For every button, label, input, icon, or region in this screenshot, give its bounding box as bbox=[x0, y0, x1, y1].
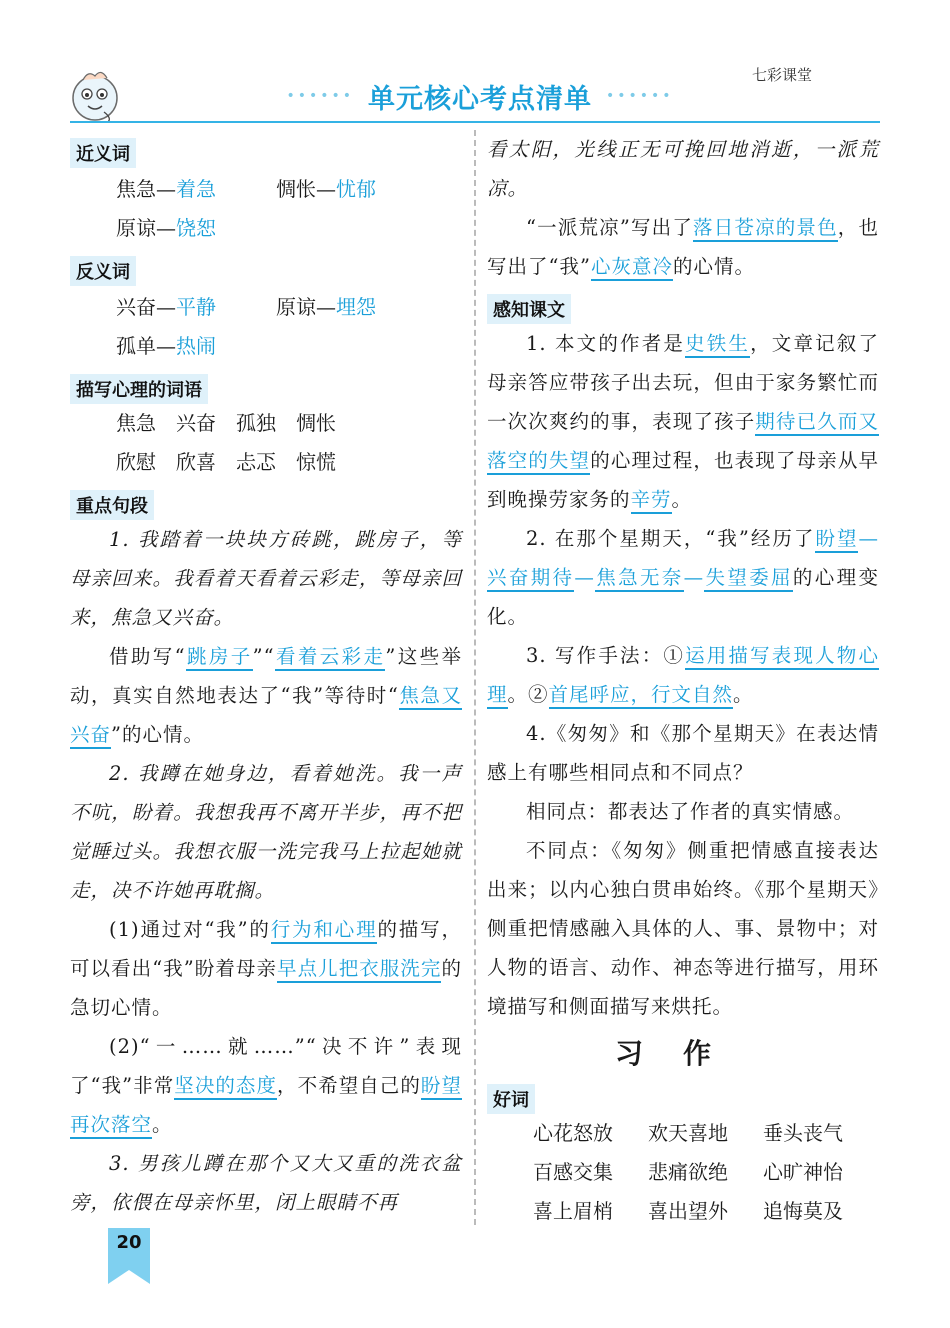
text: 的心理变化。 bbox=[487, 566, 879, 628]
perceive-text-tag: 感知课文 bbox=[487, 294, 571, 324]
right-column bbox=[487, 130, 879, 1231]
pair-answer: 平静 bbox=[176, 295, 216, 319]
title-dots-left: •••••• bbox=[286, 88, 354, 104]
good-word: 百感交集 bbox=[533, 1160, 613, 1184]
text: ，不希望自己的 bbox=[277, 1074, 421, 1097]
page-title: 单元核心考点清单 bbox=[368, 83, 592, 115]
key-analysis-2-2 bbox=[70, 1027, 462, 1144]
header-title-row bbox=[280, 76, 680, 116]
pair-dash: — bbox=[316, 295, 336, 319]
writing-section-title: 习作 bbox=[614, 1037, 751, 1070]
text: 的描写，可以看出“我”盼着母亲 bbox=[70, 918, 462, 980]
antonym-pair bbox=[116, 327, 276, 366]
answer-blank: 盼望再次落空 bbox=[70, 1074, 462, 1139]
answer-blank: 盼望 bbox=[815, 527, 858, 553]
brand-label: 七彩课堂 bbox=[751, 66, 812, 84]
text: 的急切心情。 bbox=[70, 957, 462, 1019]
text: 借助写“ bbox=[109, 645, 186, 668]
antonym-pair bbox=[276, 288, 436, 327]
pair-answer: 热闹 bbox=[176, 334, 216, 358]
answer-blank: 落日苍凉的景色 bbox=[693, 216, 838, 242]
pair-answer: 着急 bbox=[176, 177, 216, 201]
pair-word: 焦急 bbox=[116, 177, 156, 201]
title-dots-right: •••••• bbox=[606, 88, 674, 104]
psych-word: 欣慰 bbox=[116, 450, 156, 474]
left-column bbox=[70, 130, 462, 1222]
good-word: 心旷神怡 bbox=[763, 1160, 843, 1184]
text: ”“ bbox=[252, 645, 275, 668]
perceive-q2 bbox=[487, 519, 879, 636]
pair-word: 孤单 bbox=[116, 334, 156, 358]
synonym-pair bbox=[116, 209, 276, 248]
perceive-q4: 4.《匆匆》和《那个星期天》在表达情感上有哪些相同点和不同点？ bbox=[487, 722, 879, 784]
psych-word: 惊慌 bbox=[296, 450, 336, 474]
pair-answer: 饶恕 bbox=[176, 216, 216, 240]
text: 。 bbox=[671, 488, 693, 511]
pair-word: 原谅 bbox=[116, 216, 156, 240]
psych-word: 焦急 bbox=[116, 411, 156, 435]
key-passage-3: 3. 男孩儿蹲在那个又大又重的洗衣盆旁，依偎在母亲怀里，闭上眼睛不再 bbox=[70, 1152, 462, 1214]
pair-dash: — bbox=[316, 177, 336, 201]
synonym-pair bbox=[116, 170, 276, 209]
good-word: 喜上眉梢 bbox=[533, 1199, 613, 1223]
psych-word: 孤独 bbox=[236, 411, 276, 435]
text: (1)通过对“我”的 bbox=[109, 918, 271, 941]
key-passage-1: 1. 我踏着一块块方砖跳，跳房子，等母亲回来。我看着天看着云彩走，等母亲回来，焦急又兴奋。 bbox=[70, 528, 462, 629]
key-passages-tag: 重点句段 bbox=[70, 490, 154, 520]
synonym-pairs bbox=[70, 170, 462, 248]
answer-blank: 看着云彩走 bbox=[275, 645, 386, 671]
psych-word: 兴奋 bbox=[176, 411, 216, 435]
pair-dash: — bbox=[156, 334, 176, 358]
pair-dash: — bbox=[156, 216, 176, 240]
text: 。② bbox=[507, 683, 549, 706]
good-word: 悲痛欲绝 bbox=[648, 1160, 728, 1184]
key-analysis-1 bbox=[70, 637, 462, 754]
antonyms-tag: 反义词 bbox=[70, 256, 136, 286]
good-word: 欢天喜地 bbox=[648, 1121, 728, 1145]
text: 2. 在那个星期天，“我”经历了 bbox=[526, 527, 816, 550]
text: — bbox=[683, 566, 705, 589]
answer-blank: 期待已久而又落空的失望 bbox=[487, 410, 879, 475]
key-analysis-3 bbox=[487, 208, 879, 286]
answer-blank: 史铁生 bbox=[685, 332, 750, 358]
perceive-q1 bbox=[487, 324, 879, 519]
text: 3. 写作手法：① bbox=[526, 644, 686, 667]
text: 的心情。 bbox=[672, 255, 755, 278]
key-analysis-2-1 bbox=[70, 910, 462, 1027]
text: (2)“一……就……”“决不许”表现了“我”非常 bbox=[70, 1035, 462, 1097]
text: ”的心情。 bbox=[111, 723, 204, 746]
text: “一派荒凉”写出了 bbox=[526, 216, 694, 239]
pair-dash: — bbox=[156, 177, 176, 201]
psych-word: 惆怅 bbox=[296, 411, 336, 435]
good-word-list bbox=[487, 1114, 879, 1231]
good-word: 垂头丧气 bbox=[763, 1121, 843, 1145]
cartoon-mascot-icon bbox=[68, 68, 122, 124]
key-passage-2: 2. 我蹲在她身边，看着她洗。我一声不吭，盼着。我想我再不离开半步，再不把觉睡过头。我想衣服一洗完我马上拉起她就走，决不许她再耽搁。 bbox=[70, 762, 462, 902]
answer-blank: 失望委屈 bbox=[704, 566, 793, 592]
psych-word: 忐忑 bbox=[236, 450, 276, 474]
perceive-same: 相同点：都表达了作者的真实情感。 bbox=[526, 800, 855, 823]
perceive-diff: 不同点：《匆匆》侧重把情感直接表达出来；以内心独白贯串始终。《那个星期天》侧重把情感融入具体的人、事、景物中；对人物的语言、动作、神态等进行描写，用环境描写和侧面描写来烘托。 bbox=[487, 839, 879, 1018]
pair-answer: 埋怨 bbox=[336, 295, 376, 319]
answer-blank: 首尾呼应，行文自然 bbox=[549, 683, 734, 709]
answer-blank: 兴奋期待 bbox=[487, 566, 574, 592]
text: 1. 本文的作者是 bbox=[526, 332, 686, 355]
page-number: 20 bbox=[116, 1232, 142, 1253]
text: ，文章记叙了母亲答应带孩子出去玩，但由于家务繁忙而一次次爽约的事，表现了孩子 bbox=[487, 332, 879, 433]
psych-word-list bbox=[70, 404, 462, 482]
antonym-pair bbox=[116, 288, 276, 327]
text: — bbox=[858, 527, 879, 550]
psych-words-tag: 描写心理的词语 bbox=[70, 374, 208, 404]
answer-blank: 坚决的态度 bbox=[174, 1074, 277, 1100]
answer-blank: 跳房子 bbox=[186, 645, 253, 671]
column-divider bbox=[474, 130, 476, 1225]
answer-blank: 行为和心理 bbox=[271, 918, 378, 944]
pair-word: 惆怅 bbox=[276, 177, 316, 201]
text: 。 bbox=[733, 683, 754, 706]
synonyms-tag: 近义词 bbox=[70, 138, 136, 168]
text: ，也写出了“我” bbox=[487, 216, 879, 278]
answer-blank: 焦急又兴奋 bbox=[70, 684, 462, 749]
pair-word: 原谅 bbox=[276, 295, 316, 319]
answer-blank: 心灰意冷 bbox=[591, 255, 673, 281]
text: 的心理过程，也表现了母亲从早到晚操劳家务的 bbox=[487, 449, 879, 511]
answer-blank: 辛劳 bbox=[631, 488, 672, 514]
good-word: 追悔莫及 bbox=[763, 1199, 843, 1223]
page-header bbox=[0, 0, 950, 132]
pair-answer: 忧郁 bbox=[336, 177, 376, 201]
answer-blank: 运用描写表现人物心理 bbox=[487, 644, 879, 709]
psych-word: 欣喜 bbox=[176, 450, 216, 474]
text: — bbox=[574, 566, 595, 589]
antonym-pairs bbox=[70, 288, 462, 366]
answer-blank: 焦急无奈 bbox=[595, 566, 684, 592]
perceive-q3 bbox=[487, 636, 879, 714]
synonym-pair bbox=[276, 170, 436, 209]
good-word: 喜出望外 bbox=[648, 1199, 728, 1223]
text: ”这些举动，真实自然地表达了“我”等待时“ bbox=[70, 645, 462, 707]
key-passage-3-continued: 看太阳，光线正无可挽回地消逝，一派荒凉。 bbox=[487, 138, 879, 200]
text: 。 bbox=[152, 1113, 173, 1136]
good-words-tag: 好词 bbox=[487, 1084, 535, 1114]
pair-word: 兴奋 bbox=[116, 295, 156, 319]
answer-blank: 早点儿把衣服洗完 bbox=[277, 957, 441, 983]
good-word: 心花怒放 bbox=[533, 1121, 613, 1145]
header-rule bbox=[70, 121, 880, 123]
pair-dash: — bbox=[156, 295, 176, 319]
